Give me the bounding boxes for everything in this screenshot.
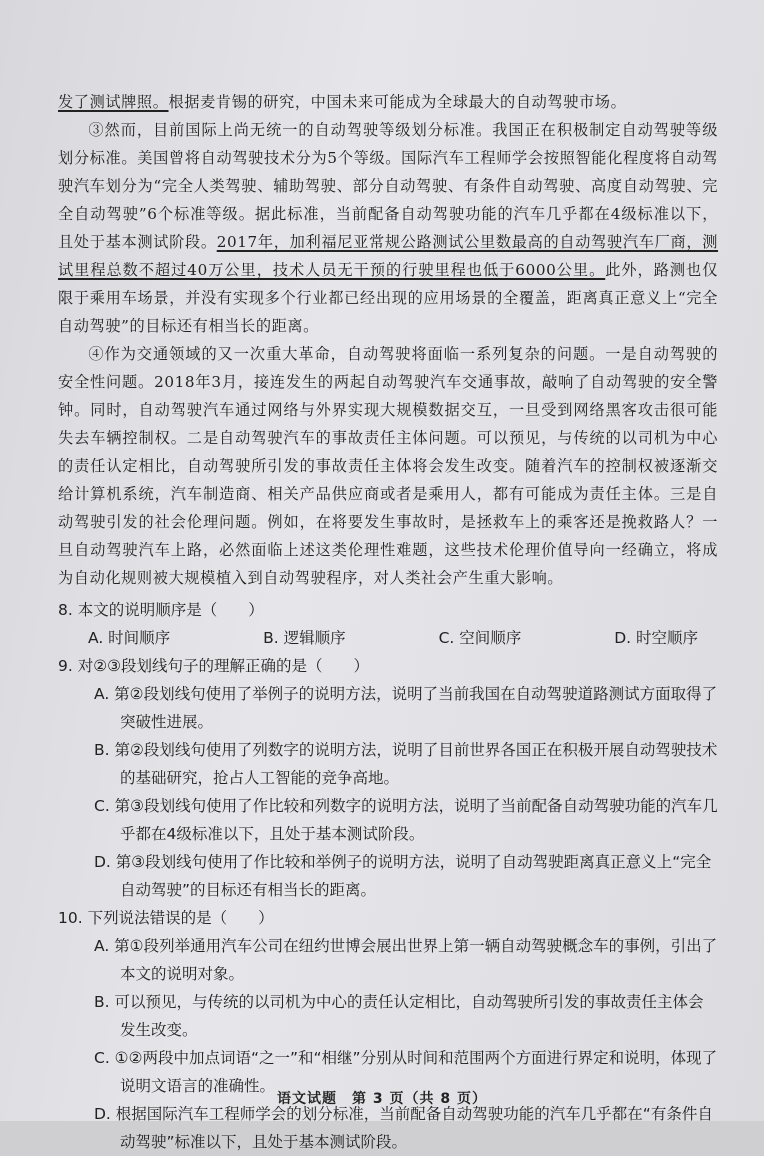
question-8-option-b: B. 逻辑顺序	[263, 629, 346, 647]
question-9-option-d: D. 第③段划线句使用了作比较和举例子的说明方法，说明了自动驾驶距离真正意义上“完全自动驾驶”的目标还有相当长的距离。	[94, 853, 712, 899]
question-10-option-d: D. 根据国际汽车工程师学会的划分标准，当前配备自动驾驶功能的汽车几乎都在“有条件自动驾驶”标准以下，且处于基本测试阶段。	[94, 1105, 713, 1151]
page-footer: 语文试题 第 3 页（共 8 页）	[277, 1091, 487, 1107]
underlined-sentence: 发了测试牌照。	[58, 93, 169, 111]
question-10-option-a: A. 第①段列举通用汽车公司在纽约世博会展出世界上第一辆自动驾驶概念车的事例，引出了本文的说明对象。	[94, 937, 718, 983]
passage-paragraph-3: ③然而，目前国际上尚无统一的自动驾驶等级划分标准。我国正在积极制定自动驾驶等级划分标准。美国曾将自动驾驶技术分为5个等级。国际汽车工程师学会按照智能化程度将自动驾驶汽车划分为“完全人类驾驶、辅助驾驶、部分自动驾驶、有条件自动驾驶、高度自动驾驶、完全自动驾驶”6个标准等级。据此标准，当前配备自动驾驶功能的汽车几乎都在4级标准以下，且处于基本测试阶段。2017年，加利福尼亚常规公路测试公里数最高的自动驾驶汽车厂商，测试里程总数不超过40万公里，技术人员无干预的行驶里程也低于6000公里。此外，路测也仅限于乘用车场景，并没有实现多个行业都已经出现的应用场景的全覆盖，距离真正意义上“完全自动驾驶”的目标还有相当长的距离。	[58, 121, 719, 335]
passage-paragraph-2-end: 发了测试牌照。根据麦肯锡的研究，中国未来可能成为全球最大的自动驾驶市场。	[58, 93, 627, 111]
question-9-option-a: A. 第②段划线句使用了举例子的说明方法，说明了当前我国在自动驾驶道路测试方面取得了突破性进展。	[94, 685, 718, 731]
question-10-option-c: C. ①②两段中加点词语“之一”和“相继”分别从时间和范围两个方面进行界定和说明，体现了说明文语言的准确性。	[94, 1049, 718, 1095]
question-8-options	[58, 624, 718, 652]
passage-paragraph-4: ④作为交通领域的又一次重大革命，自动驾驶将面临一系列复杂的问题。一是自动驾驶的安全性问题。2018年3月，接连发生的两起自动驾驶汽车交通事故，敲响了自动驾驶的安全警钟。同时，自动驾驶汽车通过网络与外界实现大规模数据交互，一旦受到网络黑客攻击很可能失去车辆控制权。二是自动驾驶汽车的事故责任主体问题。可以预见，与传统的以司机为中心的责任认定相比，自动驾驶所引发的事故责任主体将会发生改变。随着汽车的控制权被逐渐交给计算机系统，汽车制造商、相关产品供应商或者是乘用人，都有可能成为责任主体。三是自动驾驶引发的社会伦理问题。例如，在将要发生事故时，是拯救车上的乘客还是挽救路人？一旦自动驾驶汽车上路，必然面临上述这类伦理性难题，这些技术伦理价值导向一经确立，将成为自动化规则被大规模植入到自动驾驶程序，对人类社会产生重大影响。	[58, 345, 718, 587]
question-10-option-b: B. 可以预见，与传统的以司机为中心的责任认定相比，自动驾驶所引发的事故责任主体会发生改变。	[94, 993, 704, 1039]
question-8-option-c: C. 空间顺序	[438, 629, 522, 647]
question-9-option-b: B. 第②段划线句使用了列数字的说明方法，说明了目前世界各国正在积极开展自动驾驶技术的基础研究，抢占人工智能的竞争高地。	[94, 741, 718, 787]
underlined-sentence: 2017年，加利福尼亚常规公路测试公里数最高的自动驾驶汽车厂商，测试里程总数不超过40万公里，技术人员无干预的行驶里程也低于6000公里。	[58, 233, 719, 279]
question-9-stem: 9. 对②③段划线句子的理解正确的是（ ）	[58, 657, 370, 675]
question-9-option-c: C. 第③段划线句使用了作比较和列数字的说明方法，说明了当前配备自动驾驶功能的汽车几乎都在4级标准以下，且处于基本测试阶段。	[94, 797, 718, 843]
question-8-option-d: D. 时空顺序	[614, 629, 698, 647]
question-10-stem: 10. 下列说法错误的是（ ）	[58, 909, 274, 927]
page-content	[58, 88, 718, 1156]
question-8-option-a: A. 时间顺序	[88, 629, 171, 647]
question-8-stem: 8. 本文的说明顺序是（ ）	[58, 601, 264, 619]
